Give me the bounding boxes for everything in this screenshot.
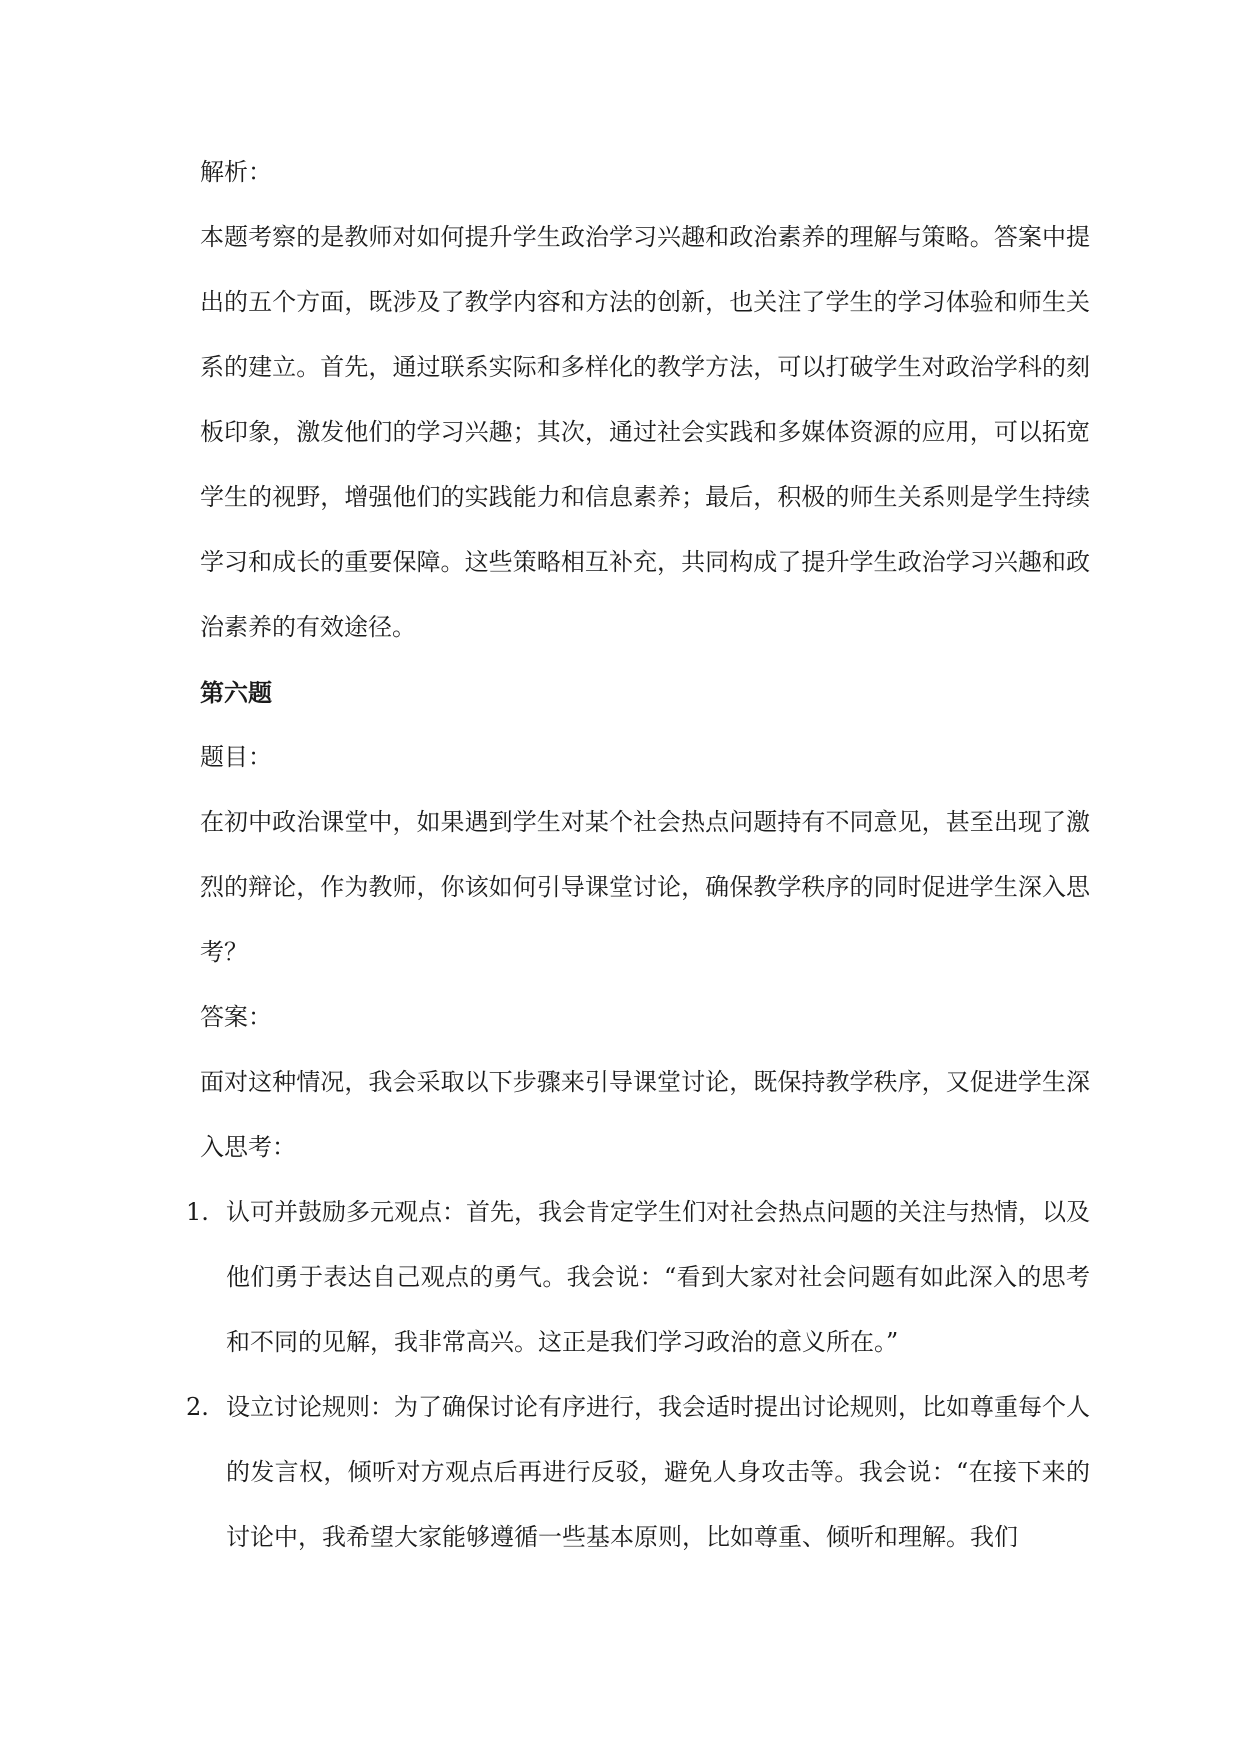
answer-intro: 面对这种情况，我会采取以下步骤来引导课堂讨论，既保持教学秩序，又促进学生深入思考： — [200, 1068, 1090, 1161]
analysis-text: 本题考察的是教师对如何提升学生政治学习兴趣和政治素养的理解与策略。答案中提出的五个方面，既涉及了教学内容和方法的创新，也关注了学生的学习体验和师生关系的建立。首先，通过联系实际和多样化的教学方法，可以打破学生对政治学科的刻板印象，激发他们的学习兴趣；其次，通过社会实践和多媒体资源的应用，可以拓宽学生的视野，增强他们的实践能力和信息素养；最后，积极的师生关系则是学生持续学习和成长的重要保障。这些策略相互补充，共同构成了提升学生政治学习兴趣和政治素养的有效途径。 — [200, 223, 1090, 641]
list-item-text: 设立讨论规则：为了确保讨论有序进行，我会适时提出讨论规则，比如尊重每个人的发言权，倾听对方观点后再进行反驳，避免人身攻击等。我会说：“在接下来的讨论中，我希望大家能够遵循一些基本原则，比如尊重、倾听和理解。我们 — [226, 1393, 1090, 1551]
list-item-text: 认可并鼓励多元观点：首先，我会肯定学生们对社会热点问题的关注与热情，以及他们勇于表达自己观点的勇气。我会说：“看到大家对社会问题有如此深入的思考和不同的见解，我非常高兴。这正是我们学习政治的意义所在。” — [226, 1198, 1090, 1356]
list-item — [186, 1375, 1090, 1570]
list-item-number: 1. — [186, 1198, 209, 1226]
list-item — [186, 1180, 1090, 1375]
question-label: 题目： — [200, 743, 272, 771]
analysis-label: 解析： — [200, 158, 272, 186]
list-item-number: 2. — [186, 1393, 209, 1421]
question-text: 在初中政治课堂中，如果遇到学生对某个社会热点问题持有不同意见，甚至出现了激烈的辩论，作为教师，你该如何引导课堂讨论，确保教学秩序的同时促进学生深入思考？ — [200, 808, 1090, 966]
section-title: 第六题 — [200, 678, 272, 707]
answer-label: 答案： — [200, 1003, 272, 1031]
document-body — [186, 140, 1090, 1570]
answer-list — [186, 1180, 1090, 1570]
